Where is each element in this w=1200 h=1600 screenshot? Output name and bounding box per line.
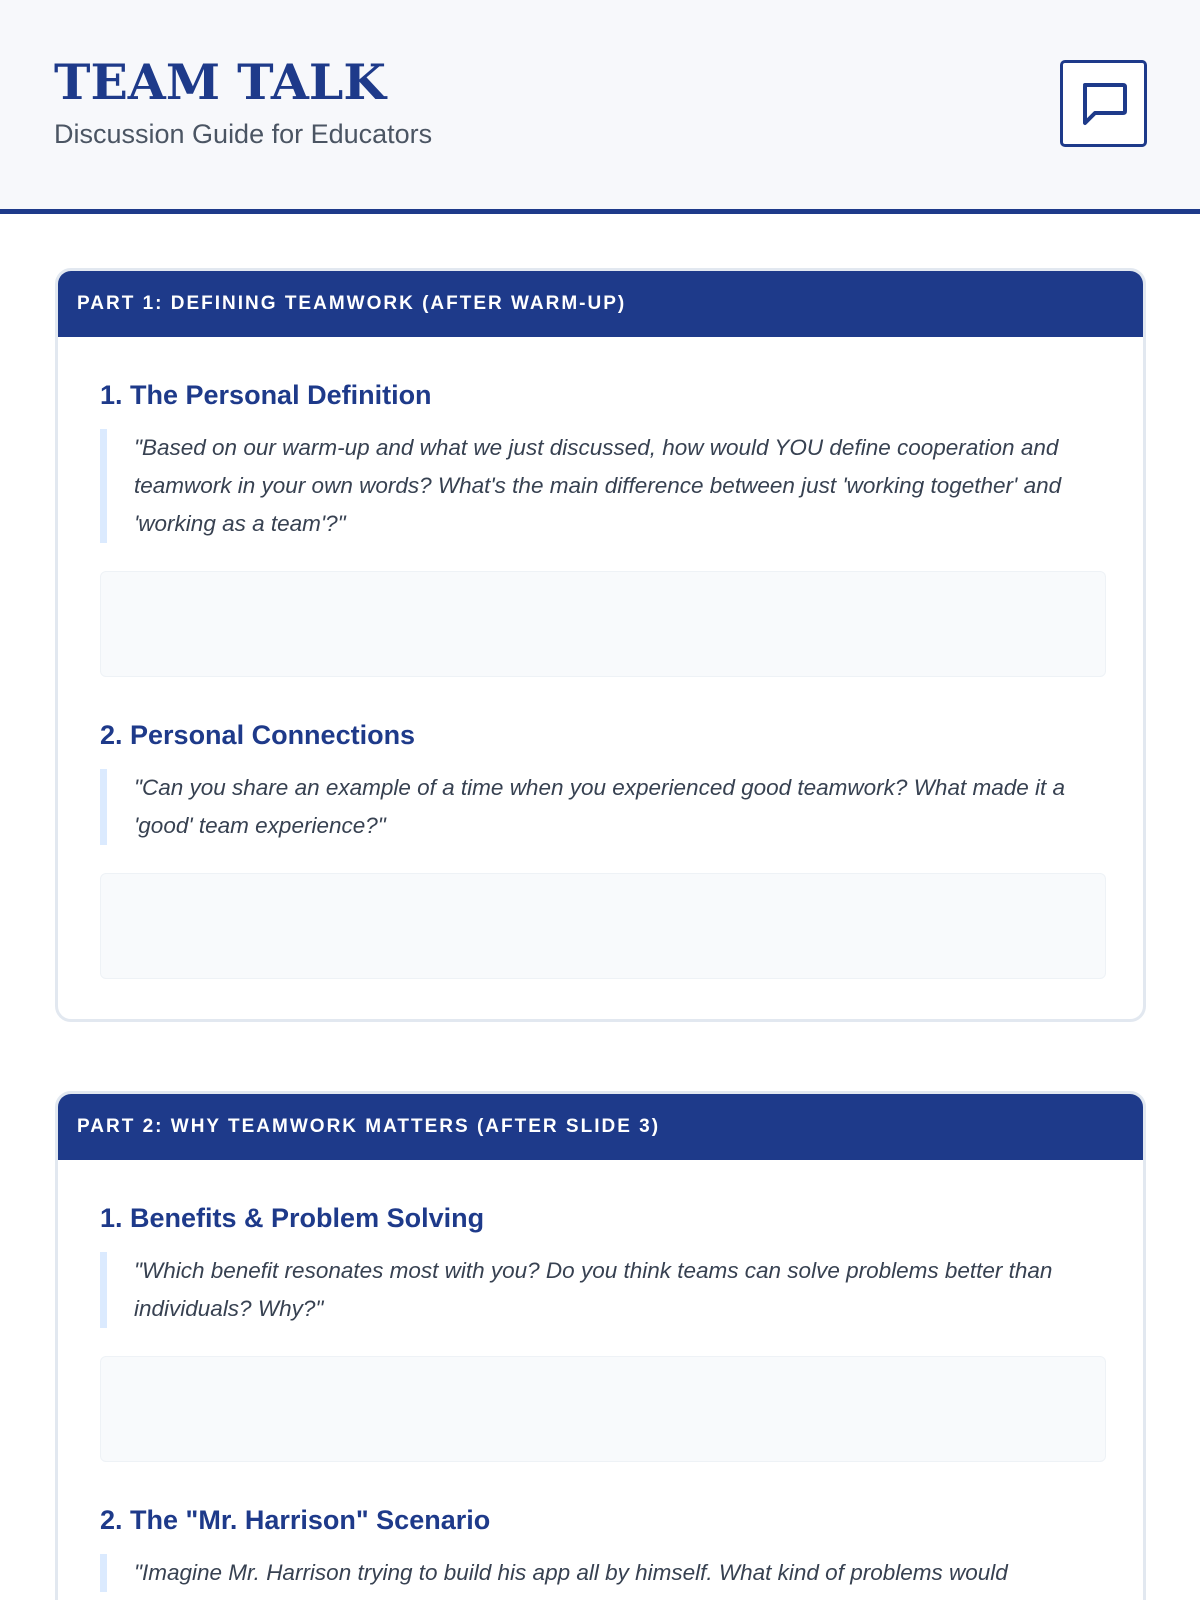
answer-area[interactable] — [100, 873, 1106, 979]
question-card — [100, 1504, 1106, 1592]
page-header — [0, 0, 1200, 214]
question-title: 2. The "Mr. Harrison" Scenario — [100, 1505, 491, 1535]
question-title: 1. Benefits & Problem Solving — [100, 1203, 485, 1233]
question-prompt: "Based on our warm-up and what we just discussed, how would YOU define cooperation and teamwork in your own words? What's the main difference between just 'working together' and 'working as a team'?" — [100, 429, 1106, 543]
question-card — [100, 1202, 1106, 1462]
answer-area[interactable] — [100, 571, 1106, 677]
chat-bubble-icon — [1079, 81, 1129, 127]
section-part-1 — [55, 268, 1146, 1022]
question-card — [100, 719, 1106, 979]
question-prompt: "Which benefit resonates most with you? Do you think teams can solve problems better than individuals? Why?" — [100, 1252, 1106, 1328]
question-title: 1. The Personal Definition — [100, 380, 432, 410]
page-title: TEAM TALK — [54, 53, 386, 111]
page-subtitle: Discussion Guide for Educators — [54, 119, 433, 149]
question-card — [100, 379, 1106, 677]
question-title: 2. Personal Connections — [100, 720, 416, 750]
answer-area[interactable] — [100, 1356, 1106, 1462]
section-heading: PART 2: WHY TEAMWORK MATTERS (AFTER SLIDE 3) — [58, 1094, 1143, 1160]
question-prompt: "Imagine Mr. Harrison trying to build his app all by himself. What kind of problems would — [100, 1554, 1106, 1592]
section-part-2 — [55, 1091, 1146, 1600]
chat-button[interactable] — [1060, 60, 1147, 147]
question-prompt: "Can you share an example of a time when you experienced good teamwork? What made it a 'good' team experience?" — [100, 769, 1106, 845]
section-heading: PART 1: DEFINING TEAMWORK (AFTER WARM-UP) — [58, 271, 1143, 337]
